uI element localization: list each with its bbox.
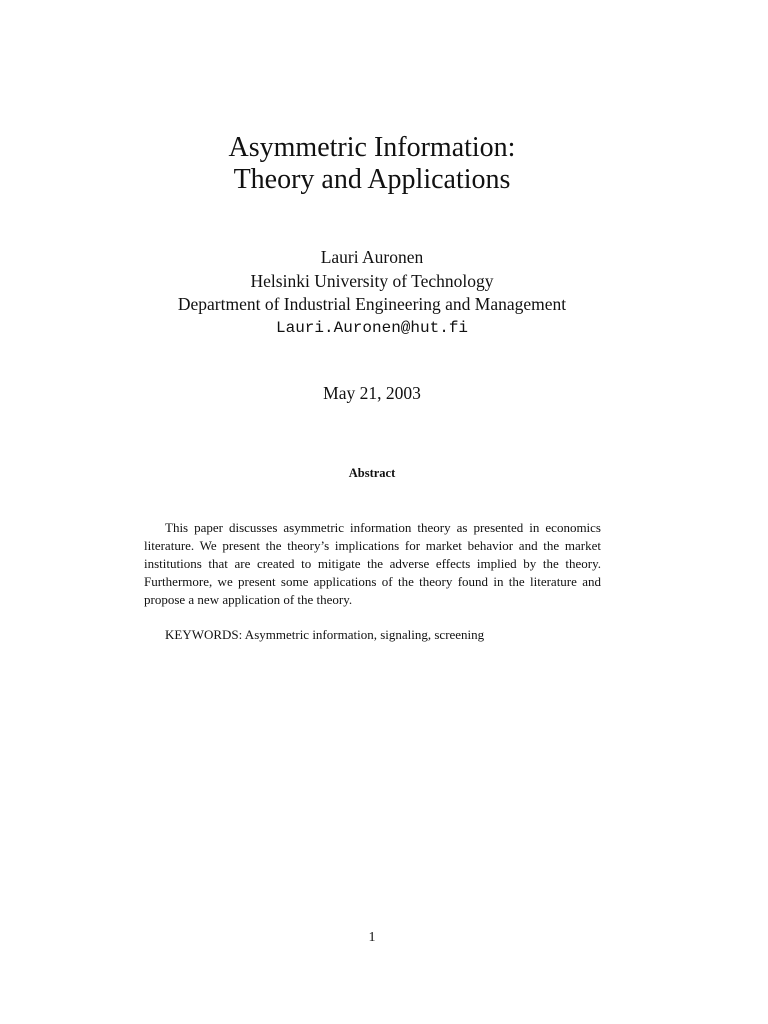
title-line-1: Asymmetric Information:	[228, 132, 516, 163]
abstract-text: This paper discusses asymmetric information theory as presented in economics literature. We present the theory’s implications for market behavior and the market institutions that are created to mitigate the adverse effects implied by the theory. Furthermore, we present some applications of the theory found in the literature and propose a new application of the theory.	[144, 520, 601, 607]
abstract-heading: Abstract	[348, 466, 396, 480]
author-affiliation: Helsinki University of Technology	[250, 270, 494, 291]
author-department: Department of Industrial Engineering and Management	[177, 294, 567, 314]
author-email: Lauri.Auronen@hut.fi	[275, 318, 469, 337]
author-name: Lauri Auronen	[320, 247, 424, 267]
author-block	[0, 246, 744, 340]
paper-title	[0, 132, 744, 196]
keywords: KEYWORDS: Asymmetric information, signaling, screening	[165, 627, 485, 642]
title-line-2: Theory and Applications	[233, 164, 511, 195]
page-number: 1	[368, 930, 376, 945]
paper-date: May 21, 2003	[323, 383, 421, 403]
